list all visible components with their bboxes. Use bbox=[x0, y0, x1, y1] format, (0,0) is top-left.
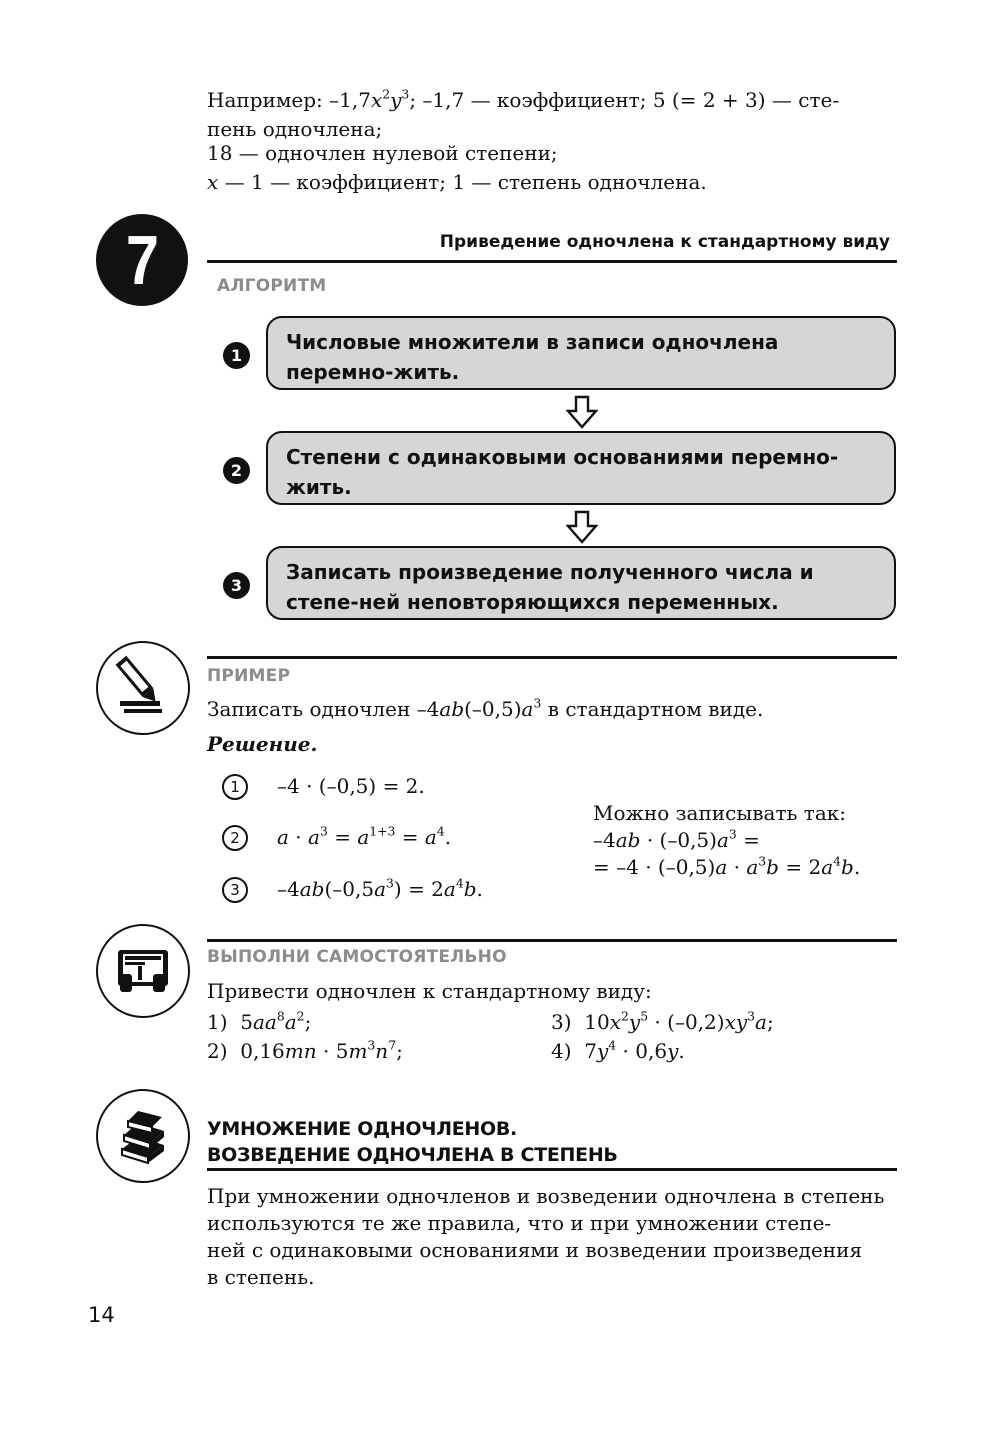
theory-body bbox=[207, 1183, 897, 1291]
step-1-box bbox=[266, 316, 896, 390]
theory-line: в степень. bbox=[207, 1265, 315, 1289]
books-icon bbox=[96, 1089, 190, 1183]
exercise-label: ВЫПОЛНИ САМОСТОЯТЕЛЬНО bbox=[207, 947, 507, 967]
step-2-text: Степени с одинаковыми основаниями перемно-жить. bbox=[286, 445, 839, 499]
exercise-task: Привести одночлен к стандартному виду: bbox=[207, 979, 652, 1003]
arrow-down-icon bbox=[566, 395, 598, 429]
theory-line: используются те же правила, что и при умножении степе- bbox=[207, 1211, 832, 1235]
theory-line: При умножении одночленов и возведении одночлена в степень bbox=[207, 1184, 885, 1208]
side-note-title: Можно записывать так: bbox=[593, 801, 846, 825]
theory-line: ней с одинаковыми основаниями и возведении произведения bbox=[207, 1238, 863, 1262]
example-rule bbox=[207, 656, 897, 659]
step-1-text: Числовые множители в записи одночлена перемно-жить. bbox=[286, 330, 779, 384]
section-title-rule bbox=[207, 260, 897, 263]
section-number-badge bbox=[96, 214, 188, 306]
step-3-box bbox=[266, 546, 896, 620]
arrow-down-icon bbox=[566, 510, 598, 544]
step-1-marker: 1 bbox=[223, 342, 250, 369]
side-note-line-2: = $-4 \cdot (-0,5)a \cdot a^3b = 2a^4b$. bbox=[593, 853, 861, 879]
exercise-item-2: 2) $0,16mn \cdot 5m^3n^7$; bbox=[207, 1037, 403, 1063]
solution-2-text: $a \cdot a^3 = a^{1+3} = a^4$. bbox=[277, 823, 452, 849]
intro-line-3: 18 — одночлен нулевой степени; bbox=[207, 141, 558, 165]
exercise-item-3: 3) $10x^2y^5 \cdot (-0,2)xy^3a$; bbox=[551, 1008, 774, 1034]
solution-1-marker: 1 bbox=[222, 774, 248, 800]
solution-3-marker: 3 bbox=[222, 877, 248, 903]
theory-title-1: УМНОЖЕНИЕ ОДНОЧЛЕНОВ. bbox=[207, 1118, 517, 1140]
exercise-item-1: 1) $5aa^8a^2$; bbox=[207, 1008, 312, 1034]
intro-line-1: Например: $-1,7x^2y^3$; –1,7 — коэффициент; 5 (= 2 + 3) — сте- bbox=[207, 86, 840, 112]
pencil-icon bbox=[96, 641, 190, 735]
step-3-marker: 3 bbox=[223, 572, 250, 599]
step-2-marker: 2 bbox=[223, 457, 250, 484]
step-3-text: Записать произведение полученного числа и степе-ней неповторяющихся переменных. bbox=[286, 560, 814, 614]
solution-1-text: –4 · (–0,5) = 2. bbox=[277, 774, 425, 798]
exercise-rule bbox=[207, 939, 897, 942]
intro-line-2: пень одночлена; bbox=[207, 117, 383, 141]
step-2-box bbox=[266, 431, 896, 505]
solution-2-marker: 2 bbox=[222, 825, 248, 851]
exercise-item-4: 4) $7y^4 \cdot 0,6y$. bbox=[551, 1037, 685, 1063]
tablet-hands-icon bbox=[96, 924, 190, 1018]
section-title: Приведение одночлена к стандартному виду bbox=[439, 232, 890, 252]
solution-3-text: $-4ab(-0,5a^3) = 2a^4b$. bbox=[277, 875, 483, 901]
example-task: Записать одночлен $-4ab(-0,5)a^3$ в стандартном виде. bbox=[207, 695, 764, 721]
theory-title-2: ВОЗВЕДЕНИЕ ОДНОЧЛЕНА В СТЕПЕНЬ bbox=[207, 1144, 618, 1166]
theory-rule bbox=[207, 1168, 897, 1171]
page-number: 14 bbox=[88, 1303, 115, 1327]
intro-line-4: x — 1 — коэффициент; 1 — степень одночлена. bbox=[207, 170, 707, 194]
section-number: 7 bbox=[125, 221, 159, 299]
side-note-line-1: $-4ab \cdot (-0,5)a^3$ = bbox=[593, 826, 760, 852]
example-label: ПРИМЕР bbox=[207, 666, 291, 686]
algorithm-label: АЛГОРИТМ bbox=[217, 276, 327, 296]
solution-label: Решение. bbox=[207, 732, 318, 756]
